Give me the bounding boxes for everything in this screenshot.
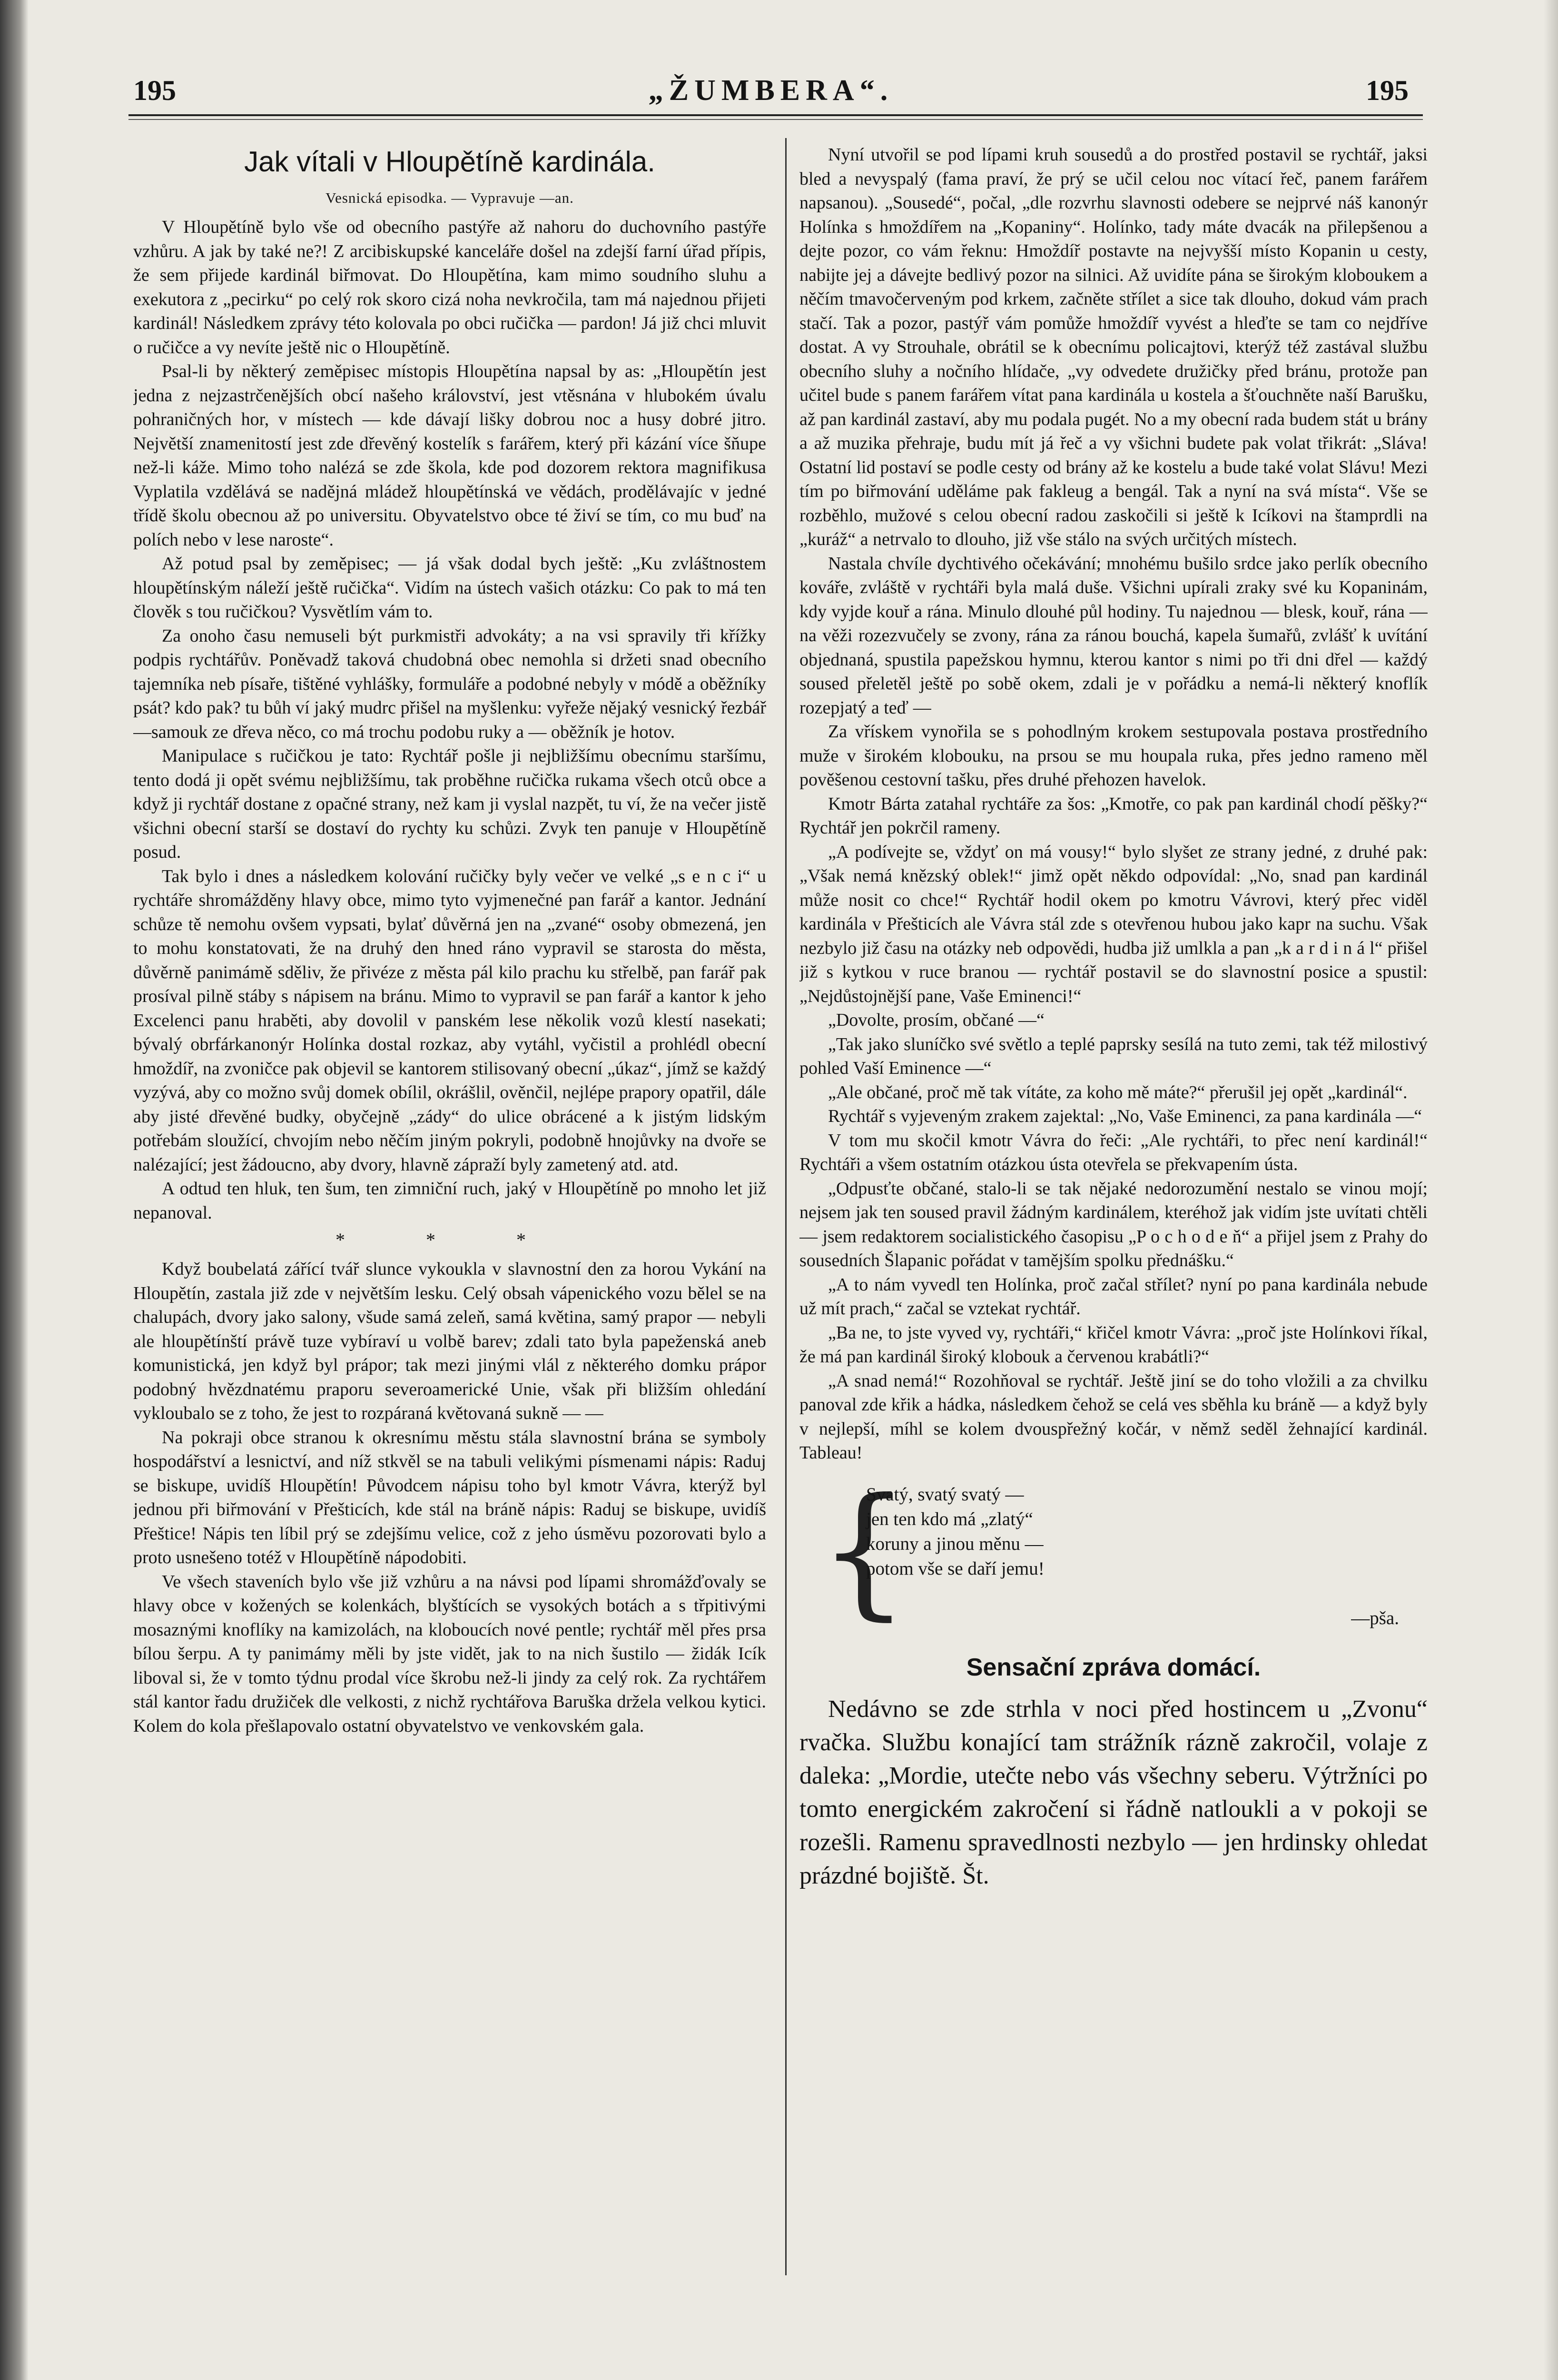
paragraph: „Ba ne, to jste vyved vy, rychtáři,“ křičel kmotr Vávra: „proč jste Holínkovi říkal, že má pan kardinál široký klobouk a červenou krabátli?“: [799, 1322, 1428, 1367]
paragraph: „Odpusťte občané, stalo-li se tak nějaké nedorozumění nestalo se vinou mojí; nejsem jak ten soused pravil žádným kardinálem, kteréhož jak vidím jste uvítati chtěli — jsem redaktorem socialistického časopisu „P o c h o d e ň“ a přijel jsem z Prahy do sousedních Šlapanic pořádat v tamějším spolku přednášku.“: [799, 1178, 1428, 1270]
verse-block: [818, 1467, 1428, 1636]
page-number-right: 195: [1366, 75, 1409, 106]
paragraph: Za onoho času nemuseli být purkmistři advokáty; a na vsi spravily tři křížky podpis rychtářův. Poněvadž taková chudobná obec nemohla si držeti snad obecního tajemníka neb písaře, tištěné vyhlášky, formuláře a podobné nebyly v módě a oběžníky psát? kdo pak? tu bůh ví jaký mudrc přišel na myšlenku: vyřeže nějaký vesnický řezbář—samouk ze dřeva něco, co má trochu podobu ruky a — oběžník je hotov.: [133, 625, 766, 742]
right-column: [799, 143, 1428, 2266]
paragraph: Až potud psal by zeměpisec; — já však dodal bych ještě: „Ku zvláštnostem hloupětínským náleží ještě ručička“. Vidím na ústech vašich otázku: Co pak to má ten člověk s tou ručičkou? Vysvětlím vám to.: [133, 554, 766, 622]
paragraph: „Dovolte, prosím, občané —“: [828, 1010, 1045, 1030]
verse-line: potom vše se daří jemu!: [866, 1558, 1045, 1579]
left-column: [133, 143, 766, 2266]
paragraph: V Hloupětíně bylo vše od obecního pastýře až nahoru do duchovního pastýře vzhůru. A jak by také ne?! Z arcibiskupské kanceláře došel na zdejší farní úřad přípis, že sem přijede kardinál biřmovat. Do Hloupětína, kam mimo soudního sluhu a exekutora z „pecirku“ po celý rok skoro cizá noha nevkročila, tam má najednou přijeti kardinál! Následkem zprávy této kolovala po obci ručička — pardon! Já již chci mluvit o ručičce a vy nevíte ještě nic o Hloupětíně.: [133, 217, 766, 357]
verse-lines: [866, 1482, 1045, 1581]
paragraph: „Tak jako sluníčko své světlo a teplé paprsky sesílá na tuto zemi, tak též milostivý pohled Vaší Eminence —“: [799, 1034, 1428, 1078]
verse-signature: —pša.: [1351, 1607, 1399, 1628]
paragraph: Ve všech staveních bylo vše již vzhůru a na návsi pod lípami shromážďovaly se hlavy obce v kožených se kolenkách, blyštících se vysokých botách a s třpitivými mosaznými knoflíky na kamizolách, na kloboucích nové pentle; rychtář měl přes prsa bílou šerpu. A ty panimámy měli by jste vidět, jak to na nich šustilo — židák Icík liboval si, že v tomto týdnu prodal více škrobu než-li jindy za celý rok. Za rychtářem stál kantor řadu družiček dle velkosti, z nichž rychtářova Baruška držela velkou kytici. Kolem do kola přešlapovalo ostatní obyvatelstvo ve venkovském gala.: [133, 1571, 766, 1736]
brace-glyph: {: [818, 1467, 909, 1634]
scan-shadow: [0, 0, 29, 2380]
header-rule-thin: [128, 119, 1423, 120]
masthead: [133, 71, 1409, 114]
column-divider: [785, 138, 787, 2275]
paragraph: Manipulace s ručičkou je tato: Rychtář pošle ji nejbližšímu obecnímu staršímu, tento dodá ji opět svému nejbližšímu, tak proběhne ručička rukama všech otců obce a když ji rychtář dostane z opačné strany, než kam ji vyslal nazpět, tu ví, že na večer jistě všichni obecní starší se dostaví do rychty ku schůzi. Zvyk ten panuje v Hloupětíně posud.: [133, 746, 766, 862]
header-rule: [128, 114, 1423, 116]
article-title: Jak vítali v Hloupětíně kardinála.: [244, 146, 655, 178]
paragraph: V tom mu skočil kmotr Vávra do řeči: „Ale rychtáři, to přec není kardinál!“ Rychtáři a všem ostatním otázkou ústa otevřela se překvapením ústa.: [799, 1130, 1428, 1174]
news-title: Sensační zpráva domácí.: [966, 1653, 1261, 1681]
page-number-left: 195: [133, 75, 176, 106]
paragraph: Nyní utvořil se pod lípami kruh sousedů a do prostřed postavil se rychtář, jaksi bled a nevyspalý (fama praví, že prý se učil celou noc vítací řeč, panem farářem napsanou). „Sousedé“, počal, „dle rozvrhu slavnosti odebere se nejprvé náš kanonýr Holínka s hmoždířem na „Kopaniny“. Holínko, tady máte dvacák na přilepšenou a dejte pozor, co vám řeknu: Hmoždíř postavte na nejvyšší místo Kopanin u cesty, nabijte jej a dávejte bedlivý pozor na silnici. Až uvidíte pána se širokým kloboukem a něčím tmavočerveným pod krkem, začněte střílet a sice tak dlouho, dokud vám prach stačí. Tak a pozor, pastýř vám pomůže hmoždíř vyvést a hleďte se tam co nejdříve dostat. A vy Strouhale, obrátil se k obecnímu policajtovi, kterýž též zastával službu obecního sluhy a nočního hlídače, „vy odvedete družičky před bránu, protože pan učitel bude s panem farářem vítat pana kardinála u kostela a šťouchněte naší Barušku, až pan kardinál zastaví, aby mu podala pugét. No a my obecní rada budem stát u brány a až muzika přehraje, budu mít já řeč a vy všichni budete pak volat třikrát: „Sláva! Ostatní lid postaví se podle cesty od brány až ke kostelu a bude také volat Slávu! Mezi tím po biřmování uděláme pak fakleug a bengál. Tak a nyní na svá místa“. Vše se rozběhlo, mužové s celou obecní radou zaskočili si ještě k Icíkovi na štamprdli na „kuráž“ a netrvalo to dlouho, již vše stálo na svých určitých místech.: [799, 145, 1428, 549]
article-subtitle: Vesnická episodka. — Vypravuje —an.: [325, 189, 574, 206]
paragraph: Rychtář s vyjeveným zrakem zajektal: „No, Vaše Eminenci, za pana kardinála —“: [828, 1106, 1422, 1126]
paragraph: Na pokraji obce stranou k okresnímu městu stála slavnostní brána se symboly hospodářství a lesnictví, and níž stkvěl se na tabuli velikými písmenami nápis: Raduj se biskupe, uvidíš Hloupětín! Původcem nápisu toho byl kmotr Vávra, kterýž byl jednou při biřmování v Přešticích, kde stál na bráně nápis: Raduj se biskupe, uvidíš Přeštice! Nápis ten líbil prý se zdejšímu velice, což z jeho úsměvu pozorovati bylo a proto usnešeno totéž v Hloupětíně nápodobiti.: [133, 1427, 766, 1567]
verse-line: Svatý, svatý svatý —: [866, 1484, 1024, 1505]
journal-title: „ŽUMBERA“.: [648, 74, 894, 107]
paragraph: „Ale občané, proč mě tak vítáte, za koho mě máte?“ přerušil jej opět „kardinál“.: [828, 1082, 1408, 1102]
paragraph: Za vřískem vynořila se s pohodlným krokem sestupovala postava prostředního muže v širokém klobouku, na prsou se mu houpala ruka, přes jedno rameno měl pověšenou cestovní tašku, přes druhé přehozen havelok.: [799, 722, 1428, 790]
verse-line: jen ten kdo má „zlatý“: [866, 1508, 1033, 1529]
paragraph: „A podívejte se, vždyť on má vousy!“ bylo slyšet ze strany jedné, z druhé pak: „Však nemá knězský oblek!“ jimž opět někdo odpovídal: „No, snad pan kardinál může nosit co chce!“ Rychtář hodil okem po kmotru Vávrovi, který přec viděl kardinála v Přešticích ale Vávra stál zde s otevřenou hubou jako kapr na suchu. Však nezbylo již času na otázky neb odpovědi, hudba již umlkla a pan „k a r d i n á l“ přišel již s kytkou v ruce branou — rychtář postavil se do slavnostní posice a spustil: „Nejdůstojnější pane, Vaše Eminenci!“: [799, 842, 1428, 1006]
verse-line: koruny a jinou měnu —: [866, 1533, 1044, 1554]
paragraph: Tak bylo i dnes a následkem kolování ručičky byly večer ve velké „s e n c i“ u rychtáře shromážděny hlavy obce, mimo tyto vyjmenečné pan farář a kantor. Jednání schůze tě nemohu ovšem vypsati, bylať důvěrná jen na „zvané“ osoby obmezená, jen to mohu konstatovati, že na druhý den hned ráno vypravil se starosta do města, důvěrně panimámě sděliv, že přivéze z města pál kilo prachu ku střelbě, pan farář pak prosíval pilně stáby s nápisem na bránu. Mimo to vypravil se pan farář a kantor k jeho Excelenci panu hraběti, aby dovolil v panském lese několik vozů klestí nasekati; bývalý obrfárkanonýr Holínka dostal rozkaz, aby vytáhl, vyčistil a prohlédl obecní hmoždíř, na zvoničce pak objevil se kantorem stilisovaný obecní „úkaz“, jímž se každý vyzývá, aby co možno svůj domek obílil, okrášlil, ověnčil, nejlépe prapory opatřil, dále aby jisté dřevěné budky, obyčejně „zády“ do ulice obrácené a k jistým lidským potřebám sloužící, chvojím nebo něčím jiným pokryli, podobně hnojůvky na dvoře se nalézající; jest žádoucno, aby dvory, hlavně zápraží byly zametený atd. atd.: [133, 866, 766, 1175]
paragraph: Kmotr Bárta zatahal rychtáře za šos: „Kmotře, co pak pan kardinál chodí pěšky?“ Rychtář jen pokrčil rameny.: [799, 793, 1428, 838]
paragraph: Psal-li by některý zeměpisec místopis Hloupětína napsal by as: „Hloupětín jest jedna z nejzastrčenějších obcí našeho království, jest vtěsnána v hlubokém úvalu pohraničných hor, v místech — kde dávají lišky dobrou noc a husy dobré jitro. Největší znamenitostí jest zde dřevěný kostelík s farářem, který při kázání více šňupe než-li káže. Mimo toho nalézá se zde škola, kde pod dozorem rektora magnifikusa Vyplatila vzdělává se nadějná mládež hloupětínská ve vědách, prodělávajíc v jedné třídě školu obecnou až po universitu. Obyvatelstvo obce té živí se tím, co mu buď na polích nebo v lese naroste“.: [133, 361, 766, 550]
paragraph: „A snad nemá!“ Rozohňoval se rychtář. Ještě jiní se do toho vložili a za chvilku panoval zde křik a hádka, následkem čehož se celá ves sběhla ku bráně — a když byly v nejlepší, míhl se kolem dvouspřežný kočár, v němž seděl žehnající kardinál. Tableau!: [799, 1370, 1428, 1463]
paragraph: „A to nám vyvedl ten Holínka, proč začal střílet? nyní po pana kardinála nebude už mít prach,“ začal se vztekat rychtář.: [799, 1274, 1428, 1319]
section-separator: * * *: [335, 1229, 564, 1250]
news-text: Nedávno se zde strhla v noci před hostincem u „Zvonu“ rvačka. Službu konající tam strážník rázně zakročil, volaje z daleka: „Mordie, utečte nebo vás všechny seberu. Výtržníci po tomto energickém zakročení si řádně natloukli a v pokoji se rozešli. Ramenu spravedlnosti nezbylo — jen hrdinsky ohledat prázdné bojiště. Št.: [799, 1695, 1428, 1889]
scan-edge-right: [1544, 0, 1558, 2380]
paragraph: Nastala chvíle dychtivého očekávání; mnohému bušilo srdce jako perlík obecního kováře, zvláště v rychtáři byla malá duše. Všichni upírali zraky své ku Kopaninám, kdy vyjde kouř a rána. Minulo dlouhé půl hodiny. Tu najednou — blesk, kouř, rána — na věži rozezvučely se zvony, rána za ránou bouchá, kapela šumařů, zvlášť k uvítání objednaná, spustila papežskou hymnu, kterou kantor s nimi po tři dni dřel — každý soused přeletěl ještě po sobě okem, zdali je v pořádku a nemá-li některý knoflík rozepjatý a teď —: [799, 553, 1428, 718]
paragraph: A odtud ten hluk, ten šum, ten zimniční ruch, jaký v Hloupětíně po mnoho let již nepanoval.: [133, 1179, 766, 1223]
paragraph: Když boubelatá zářící tvář slunce vykoukla v slavnostní den za horou Vykání na Hloupětín, zastala již zde v největším lesku. Celý obsah vápenického vozu bělel se na chalupách, dvory jako salony, všude samá zeleň, samá květina, samý prapor — nebyli ale hloupětínští právě tuze vybíraví u volbě barev; zdali tato byla papeženská aneb komunistická, jen když byl prápor; tak mezi jinými vlál z některého domku prápor podobný hvězdnatému praporu severoamerické Unie, však při bližším ohledání vykloubalo se z toho, že jest to rozpáraná květovaná sukně — —: [133, 1259, 766, 1423]
